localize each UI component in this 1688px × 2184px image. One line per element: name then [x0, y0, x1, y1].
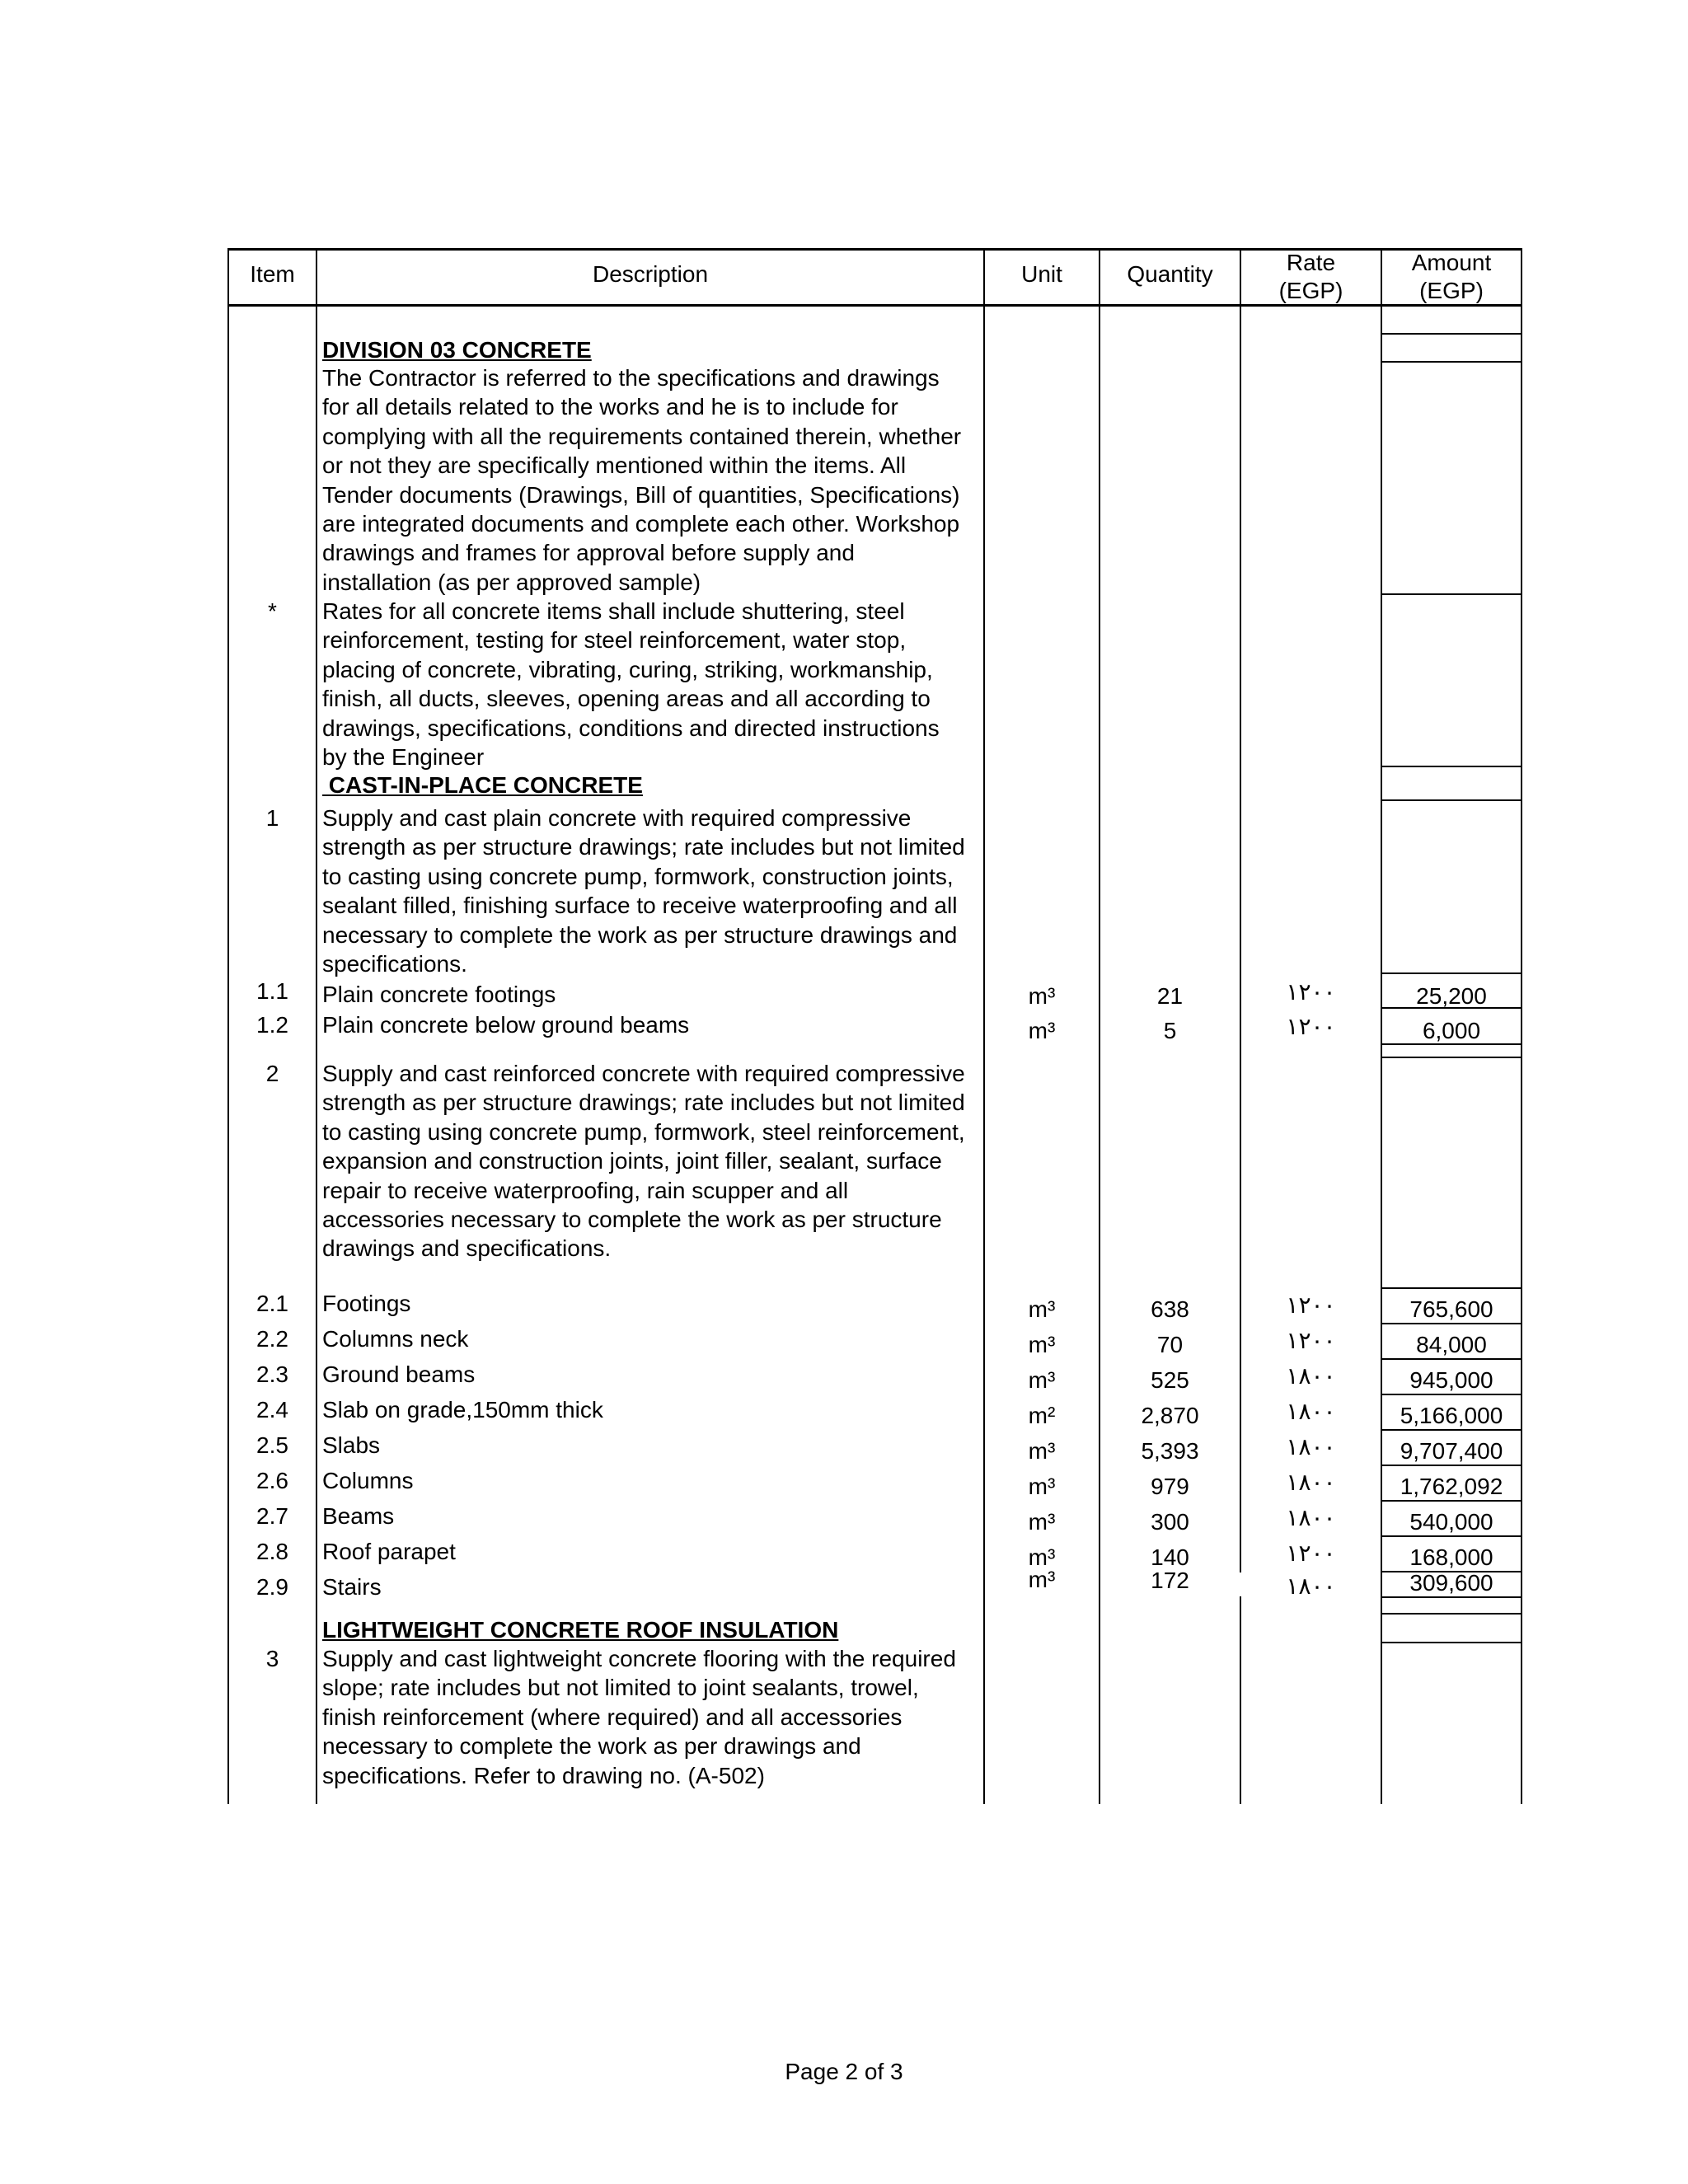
amount-rule [1381, 1057, 1522, 1058]
desc-line: accessories necessary to complete the work as per structure [322, 1207, 942, 1233]
row-qty: 70 [1156, 1332, 1184, 1357]
note-line: installation (as per approved sample) [322, 569, 701, 595]
desc-line: Supply and cast plain concrete with required compressive [322, 805, 912, 831]
note-line: Rates for all concrete items shall include shuttering, steel [322, 598, 905, 624]
row-amount: 168,000 [1409, 1544, 1493, 1570]
item-1-description [322, 804, 982, 978]
row-qty: 638 [1151, 1296, 1189, 1322]
desc-line: finish reinforcement (where required) and all accessories [322, 1704, 903, 1730]
row-desc: Columns [322, 1468, 414, 1493]
desc-line: sealant filled, finishing surface to receive waterproofing and all [322, 893, 958, 919]
note-line: drawings, specifications, conditions and directed instructions [322, 715, 940, 741]
note-line: for all details related to the works and he is to include for [322, 394, 898, 420]
note-line: drawings and frames for approval before supply and [322, 540, 855, 566]
division-note [322, 363, 982, 597]
row-amount: 309,600 [1409, 1570, 1493, 1596]
desc-line: necessary to complete the work as per drawings and [322, 1733, 861, 1760]
item-2-description [322, 1059, 982, 1263]
note-line: or not they are specifically mentioned within the items. All [322, 452, 907, 479]
note-line: complying with all the requirements contained therein, whether [322, 423, 962, 449]
header-description: Description [592, 261, 709, 287]
row-amount: 1,762,092 [1400, 1474, 1503, 1499]
row-qty: 300 [1151, 1509, 1189, 1535]
row-item: 2.3 [256, 1361, 288, 1387]
row-qty: 2,870 [1141, 1403, 1199, 1428]
desc-line: to casting using concrete pump, formwork, construction joints, [322, 863, 954, 889]
row-qty: 525 [1151, 1367, 1189, 1393]
row-desc: Stairs [322, 1574, 382, 1600]
row-desc: Slabs [322, 1432, 381, 1458]
row-rate: ١٢٠٠ [1286, 979, 1336, 1005]
note-line: placing of concrete, vibrating, curing, striking, workmanship, [322, 656, 933, 682]
row-qty: 21 [1156, 983, 1184, 1009]
header-unit: Unit [1021, 261, 1062, 287]
note-line: finish, all ducts, sleeves, opening areas and all according to [322, 686, 931, 712]
row-amount: 5,166,000 [1400, 1403, 1503, 1428]
row-rate: ١٨٠٠ [1286, 1573, 1336, 1599]
row-amount: 84,000 [1416, 1332, 1487, 1357]
row-item: 2.9 [256, 1574, 288, 1600]
col-line-item [316, 248, 317, 1804]
desc-line: slope; rate includes but not limited to joint sealants, trowel, [322, 1675, 919, 1701]
star-note [322, 597, 982, 771]
row-rate: ١٢٠٠ [1286, 1014, 1336, 1039]
row-qty: 5 [1163, 1018, 1177, 1043]
row-amount: 945,000 [1409, 1367, 1493, 1393]
row-unit: m³ [1028, 1474, 1056, 1499]
desc-line: expansion and construction joints, joint filler, sealant, surface [322, 1148, 942, 1174]
row-item: 1.1 [256, 978, 288, 1004]
row-desc: Plain concrete footings [322, 982, 556, 1007]
amount-rule [1381, 799, 1522, 801]
row-qty: 140 [1151, 1544, 1189, 1570]
row-item: 2.6 [256, 1468, 288, 1493]
row-desc: Slab on grade,150mm thick [322, 1397, 603, 1422]
col-line-qty-lower [1240, 1596, 1241, 1804]
star-item: * [268, 598, 277, 624]
row-desc: Beams [322, 1503, 395, 1529]
desc-line: strength as per structure drawings; rate includes but not limited [322, 834, 965, 860]
row-amount: 6,000 [1422, 1018, 1481, 1043]
row-unit: m³ [1028, 1332, 1056, 1357]
desc-line: to casting using concrete pump, formwork, steel reinforcement, [322, 1118, 965, 1145]
header-rate-line2: (EGP) [1278, 278, 1343, 303]
row-rate: ١٢٠٠ [1286, 1328, 1336, 1353]
row-qty: 172 [1151, 1568, 1189, 1593]
header-amount-line2: (EGP) [1419, 278, 1484, 303]
page-number: Page 2 of 3 [785, 2059, 903, 2084]
header-amount-line1: Amount [1411, 250, 1492, 275]
amount-rule [1381, 333, 1522, 335]
row-unit: m³ [1028, 1018, 1056, 1043]
row-amount: 25,200 [1416, 983, 1487, 1009]
row-rate: ١٢٠٠ [1286, 1292, 1336, 1318]
row-unit: m³ [1028, 1367, 1056, 1393]
row-unit: m² [1028, 1403, 1056, 1428]
desc-line: Supply and cast lightweight concrete flooring with the required [322, 1646, 956, 1671]
desc-line: strength as per structure drawings; rate includes but not limited [322, 1090, 965, 1116]
desc-line: specifications. [322, 951, 467, 977]
note-line: by the Engineer [322, 744, 485, 771]
row-rate: ١٨٠٠ [1286, 1469, 1336, 1495]
row-unit: m³ [1028, 1296, 1056, 1322]
amount-rule [1381, 1642, 1522, 1643]
row-rate: ١٢٠٠ [1286, 1540, 1336, 1566]
cast-in-place-title: CAST-IN-PLACE CONCRETE [322, 772, 643, 798]
row-amount: 765,600 [1409, 1296, 1493, 1322]
row-qty: 979 [1151, 1474, 1189, 1499]
amount-rule [1381, 766, 1522, 767]
row-item: 2.2 [256, 1326, 288, 1352]
row-desc: Footings [322, 1291, 411, 1316]
row-amount: 9,707,400 [1400, 1438, 1503, 1464]
row-item: 2.8 [256, 1539, 288, 1564]
row-item: 2.7 [256, 1503, 288, 1529]
note-line: reinforcement, testing for steel reinforcement, water stop, [322, 627, 907, 654]
note-line: Tender documents (Drawings, Bill of quantities, Specifications) [322, 481, 960, 508]
row-unit: m³ [1028, 1544, 1056, 1570]
item-1-number: 1 [265, 805, 279, 831]
desc-line: drawings and specifications. [322, 1235, 612, 1262]
row-desc: Roof parapet [322, 1539, 456, 1564]
item-3-number: 3 [265, 1646, 279, 1671]
amount-rule [1381, 1287, 1522, 1289]
desc-line: necessary to complete the work as per structure drawings and [322, 921, 958, 948]
row-item: 2.4 [256, 1397, 288, 1422]
header-rate-line1: Rate [1286, 250, 1336, 275]
header-item: Item [250, 261, 295, 287]
amount-rule [1381, 1613, 1522, 1615]
row-unit: m³ [1028, 983, 1056, 1009]
lightweight-title: LIGHTWEIGHT CONCRETE ROOF INSULATION [322, 1617, 839, 1643]
amount-rule [1381, 593, 1522, 595]
desc-line: repair to receive waterproofing, rain scupper and all [322, 1177, 849, 1203]
row-amount: 540,000 [1409, 1509, 1493, 1535]
row-rate: ١٨٠٠ [1286, 1363, 1336, 1389]
row-unit: m³ [1028, 1438, 1056, 1464]
row-rate: ١٨٠٠ [1286, 1434, 1336, 1460]
row-item: 2.5 [256, 1432, 288, 1458]
row-unit: m³ [1028, 1567, 1056, 1592]
division-title: DIVISION 03 CONCRETE [322, 337, 592, 363]
row-qty: 5,393 [1141, 1438, 1199, 1464]
row-rate: ١٨٠٠ [1286, 1505, 1336, 1530]
desc-line: specifications. Refer to drawing no. (A-502) [322, 1762, 765, 1788]
row-desc: Columns neck [322, 1326, 469, 1352]
row-desc: Ground beams [322, 1361, 476, 1387]
amount-rule [1381, 361, 1522, 363]
row-rate: ١٨٠٠ [1286, 1399, 1336, 1424]
item-2-number: 2 [265, 1061, 279, 1086]
amount-rule [1381, 972, 1522, 974]
row-unit: m³ [1028, 1509, 1056, 1535]
row-item: 1.2 [256, 1012, 288, 1038]
item-3-description [322, 1644, 982, 1790]
row-item: 2.1 [256, 1291, 288, 1316]
row-desc: Plain concrete below ground beams [322, 1012, 690, 1038]
header-quantity: Quantity [1127, 261, 1213, 287]
desc-line: Supply and cast reinforced concrete with required compressive [322, 1061, 965, 1086]
note-line: The Contractor is referred to the specifications and drawings [322, 365, 940, 391]
note-line: are integrated documents and complete each other. Workshop [322, 511, 960, 537]
